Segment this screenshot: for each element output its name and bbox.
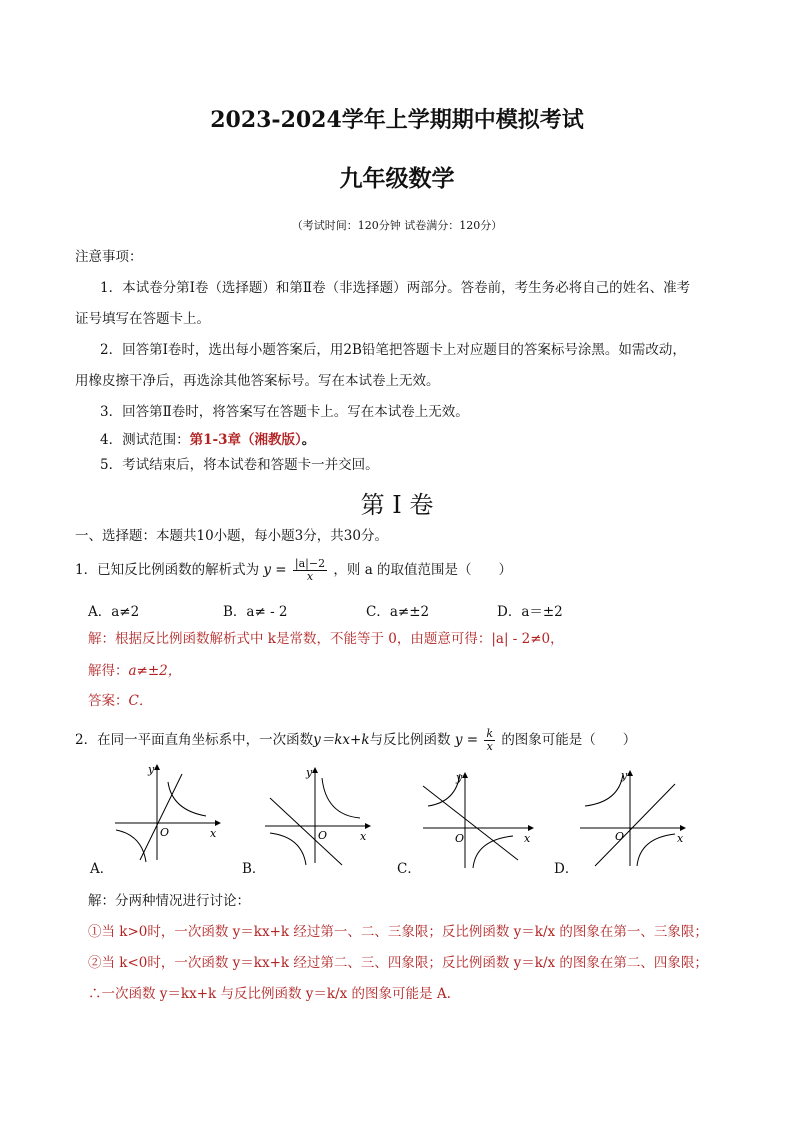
graph-d-y-label: y (621, 769, 628, 782)
graph-d-origin: O (615, 830, 625, 843)
graph-b-x-label: x (360, 830, 367, 843)
note-1-line-2: 证号填写在答题卡上。 (75, 311, 210, 327)
question-2 (75, 728, 636, 753)
graph-d-hyperbola-q4 (637, 834, 675, 866)
graph-b-y-arrow (312, 767, 318, 773)
q1-answer-value: C． (128, 693, 153, 709)
subject-title: 九年级数学 (339, 165, 455, 192)
graph-c-origin: O (455, 832, 465, 845)
graph-c-y-label: y (456, 771, 463, 784)
graph-c-x-arrow (528, 825, 534, 831)
q2-frac-lhs: y = (454, 732, 479, 748)
q2-solution-case-2: ②当 k<0时，一次函数 y＝kx+k 经过第二、三、四象限；反比例函数 y＝k/x 的图象在第二、四象限； (88, 955, 708, 971)
graph-c-label: C． (397, 861, 421, 877)
q1-frac-denominator: x (306, 570, 314, 583)
q2-prefix: 2．在同一平面直角坐标系中，一次函数 (75, 732, 314, 748)
graph-b-origin: O (318, 829, 328, 842)
q2-fraction (484, 728, 495, 753)
note-5: 5．考试结束后，将本试卷和答题卡一并交回。 (100, 457, 379, 473)
graph-d-hyperbola-q2 (585, 774, 623, 806)
note-4 (100, 431, 315, 449)
graph-b (260, 763, 375, 868)
q1-option-b: B．a≠ - 2 (223, 604, 288, 620)
q1-suffix: ，则 a 的取值范围是（ ） (333, 562, 513, 578)
graph-b-line (270, 798, 342, 865)
graph-c-line (423, 786, 518, 860)
q2-solution-conclusion: ∴一次函数 y＝kx+k 与反比例函数 y＝k/x 的图象可能是 A. (88, 986, 451, 1002)
notes-heading: 注意事项： (75, 249, 143, 265)
q2-frac-numerator: k (486, 727, 494, 740)
graph-a (110, 760, 225, 865)
volume-title: 第 I 卷 (360, 491, 434, 519)
exam-title: 2023-2024学年上学期期中模拟考试 (210, 107, 584, 133)
q1-solution-line-2 (88, 662, 181, 680)
graph-d-y-arrow (627, 770, 633, 776)
q2-frac-denominator: x (486, 740, 493, 753)
note-2-line-1: 2．回答第Ⅰ卷时，选出每小题答案后，用2B铅笔把答题卡上对应题目的答案标号涂黑。如需改动， (100, 342, 686, 358)
graph-d-line (595, 784, 675, 866)
graph-d-label: D． (554, 861, 579, 877)
note-4-suffix: 。 (301, 432, 316, 448)
graph-b-label: B． (242, 861, 266, 877)
graph-c-x-label: x (524, 832, 531, 845)
question-1 (75, 558, 512, 583)
q1-frac-numerator: |a|−2 (294, 557, 326, 570)
q1-solved-value: a≠±2， (128, 663, 182, 679)
graph-a-label: A． (90, 861, 114, 877)
graph-a-x-arrow (215, 820, 221, 826)
graph-c (418, 768, 538, 873)
graph-d-x-label: x (677, 832, 684, 845)
graph-d (575, 766, 690, 871)
note-1-line-1: 1．本试卷分第Ⅰ卷（选择题）和第Ⅱ卷（非选择题）两部分。答卷前，考生务必将自己的姓名、准考 (100, 280, 691, 296)
q2-solution-case-1: ①当 k>0时，一次函数 y＝kx+k 经过第一、二、三象限；反比例函数 y＝k/x 的图象在第一、三象限； (88, 924, 708, 940)
q1-option-a: A．a≠2 (88, 604, 140, 620)
section-heading: 一、选择题：本题共10小题，每小题3分，共30分。 (75, 528, 388, 544)
q2-mid: 与反比例函数 (369, 732, 451, 748)
q1-option-c: C．a≠±2 (366, 604, 430, 620)
graph-a-hyperbola-q1 (168, 782, 206, 816)
graph-b-hyperbola-q3 (270, 833, 306, 865)
graph-a-y-label: y (148, 763, 155, 776)
q1-fraction (293, 558, 327, 583)
q1-answer (88, 692, 152, 710)
graph-b-x-arrow (365, 823, 371, 829)
graph-b-hyperbola-q1 (322, 778, 360, 818)
graph-a-y-arrow (154, 764, 160, 770)
q1-formula-lhs: y = (263, 562, 287, 578)
note-3: 3．回答第Ⅱ卷时，将答案写在答题卡上。写在本试卷上无效。 (100, 404, 469, 420)
q1-option-d: D．a＝±2 (497, 604, 563, 620)
q1-prefix: 1．已知反比例函数的解析式为 (75, 562, 260, 578)
note-4-range: 第1-3章（湘教版） (189, 432, 302, 448)
graph-d-x-arrow (680, 825, 686, 831)
graph-a-x-label: x (210, 827, 217, 840)
exam-info: （考试时间：120分钟 试卷满分：120分） (291, 219, 503, 232)
q1-solution-line-1: 解：根据反比例函数解析式中 k是常数，不能等于 0，由题意可得：|a| - 2≠0， (88, 631, 564, 647)
graph-a-line (140, 774, 182, 860)
q2-suffix: 的图象可能是（ ） (501, 732, 637, 748)
q1-solved-prefix: 解得： (88, 663, 129, 679)
q2-linear: y＝kx+k (313, 732, 370, 748)
q2-solution-intro: 解：分两种情况进行讨论： (88, 893, 250, 909)
q1-answer-prefix: 答案： (88, 693, 129, 709)
note-4-prefix: 4．测试范围： (100, 432, 190, 448)
note-2-line-2: 用橡皮擦干净后，再选涂其他答案标号。写在本试卷上无效。 (75, 373, 440, 389)
graph-b-y-label: y (306, 766, 313, 779)
graph-a-origin: O (160, 826, 170, 839)
graph-c-y-arrow (462, 772, 468, 778)
